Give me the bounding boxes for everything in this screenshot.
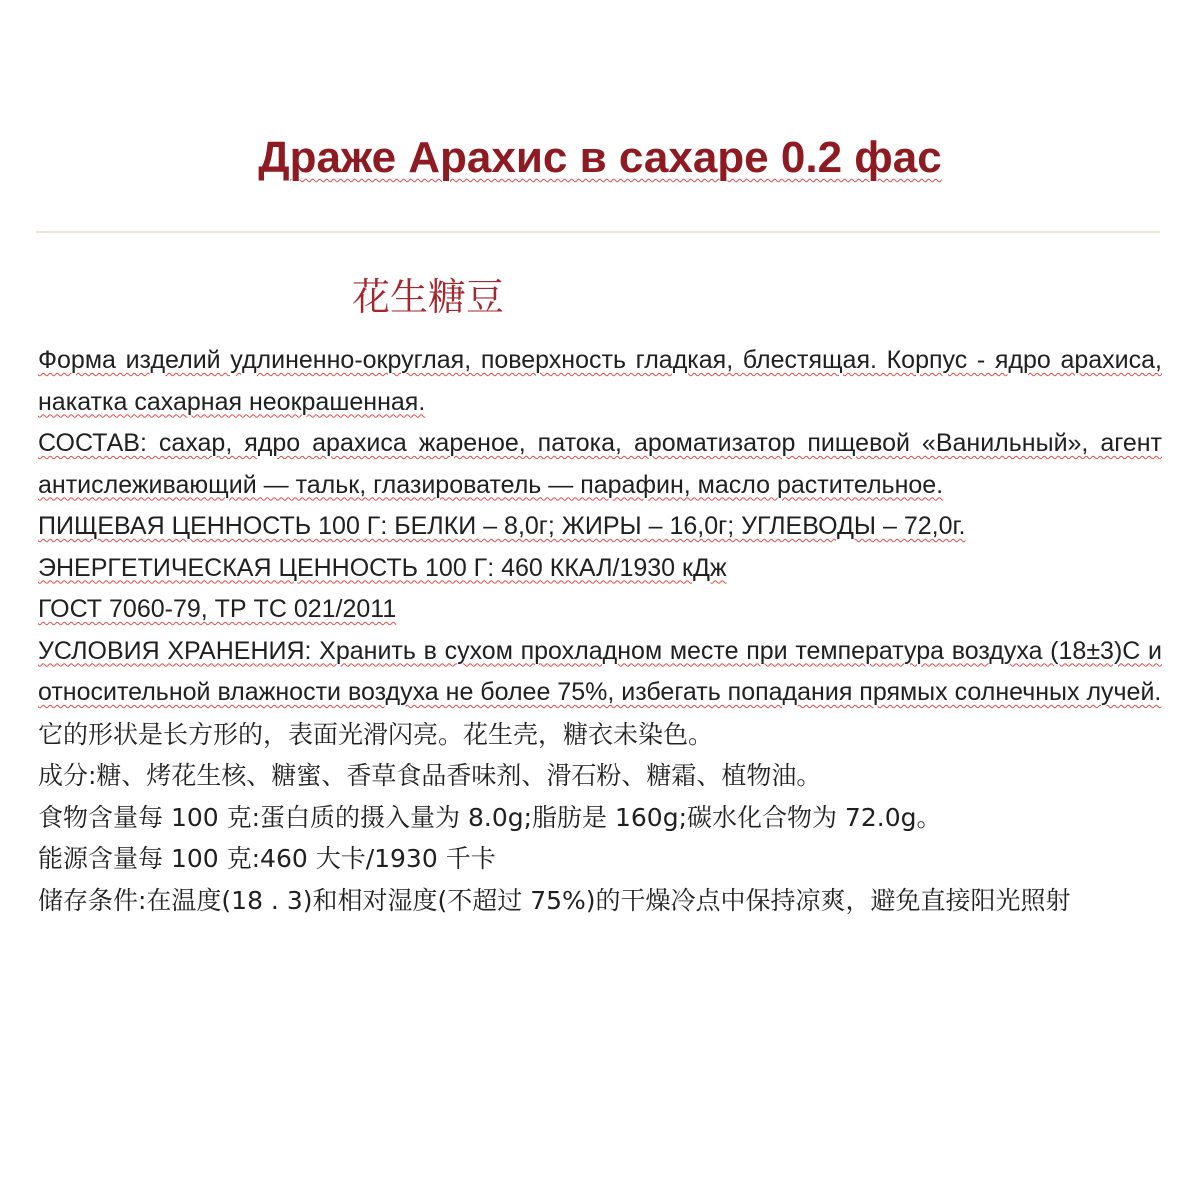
description-paragraph-cn-nutrition: 食物含量每 100 克:蛋白质的摄入量为 8.0g;脂肪是 160g;碳水化合物为 72.0g。 <box>38 802 942 832</box>
description-paragraph-storage: УСЛОВИЯ ХРАНЕНИЯ: Хранить в сухом прохладном месте при температура воздуха (18±3)С и относительной влажности воздуха не более 75%, избегать попадания прямых солнечных лучей. <box>38 636 1162 706</box>
product-subtitle-chinese: 花生糖豆 <box>352 275 505 319</box>
description-paragraph-energy: ЭНЕРГЕТИЧЕСКАЯ ЦЕННОСТЬ 100 Г: 460 ККАЛ/1930 кДж <box>38 553 727 582</box>
description-paragraph-standard: ГОСТ 7060-79, ТР ТС 021/2011 <box>38 595 397 623</box>
description-paragraph-nutrition: ПИЩЕВАЯ ЦЕННОСТЬ 100 Г: БЕЛКИ – 8,0г; ЖИРЫ – 16,0г; УГЛЕВОДЫ – 72,0г. <box>38 512 966 540</box>
description-paragraph-cn-form: 它的形状是长方形的，表面光滑闪亮。花生壳，糖衣未染色。 <box>38 719 714 749</box>
description-paragraph-form: Форма изделий удлиненно-округлая, поверхность гладкая, блестящая. Корпус - ядро арахиса, накатка сахарная неокрашенная. <box>38 346 1162 416</box>
product-title <box>0 126 1200 190</box>
description-paragraph-cn-energy: 能源含量每 100 克:460 大卡/1930 千卡 <box>38 844 496 873</box>
title-divider <box>36 231 1160 233</box>
product-title-text: Драже Арахис в сахаре 0.2 фас <box>258 133 942 182</box>
description-paragraph-cn-storage: 储存条件:在温度(18 . 3)和相对湿度(不超过 75%)的干燥冷点中保持凉爽，避免直接阳光照射 <box>38 885 1071 915</box>
description-body <box>38 340 1162 921</box>
description-paragraph-cn-composition: 成分:糖、烤花生核、糖蜜、香草食品香味剂、滑石粉、糖霜、植物油。 <box>38 761 822 790</box>
description-paragraph-composition: СОСТАВ: сахар, ядро арахиса жареное, патока, ароматизатор пищевой «Ванильный», агент антислеживающий — тальк, глазирователь — парафин, масло растительное. <box>38 429 1162 499</box>
